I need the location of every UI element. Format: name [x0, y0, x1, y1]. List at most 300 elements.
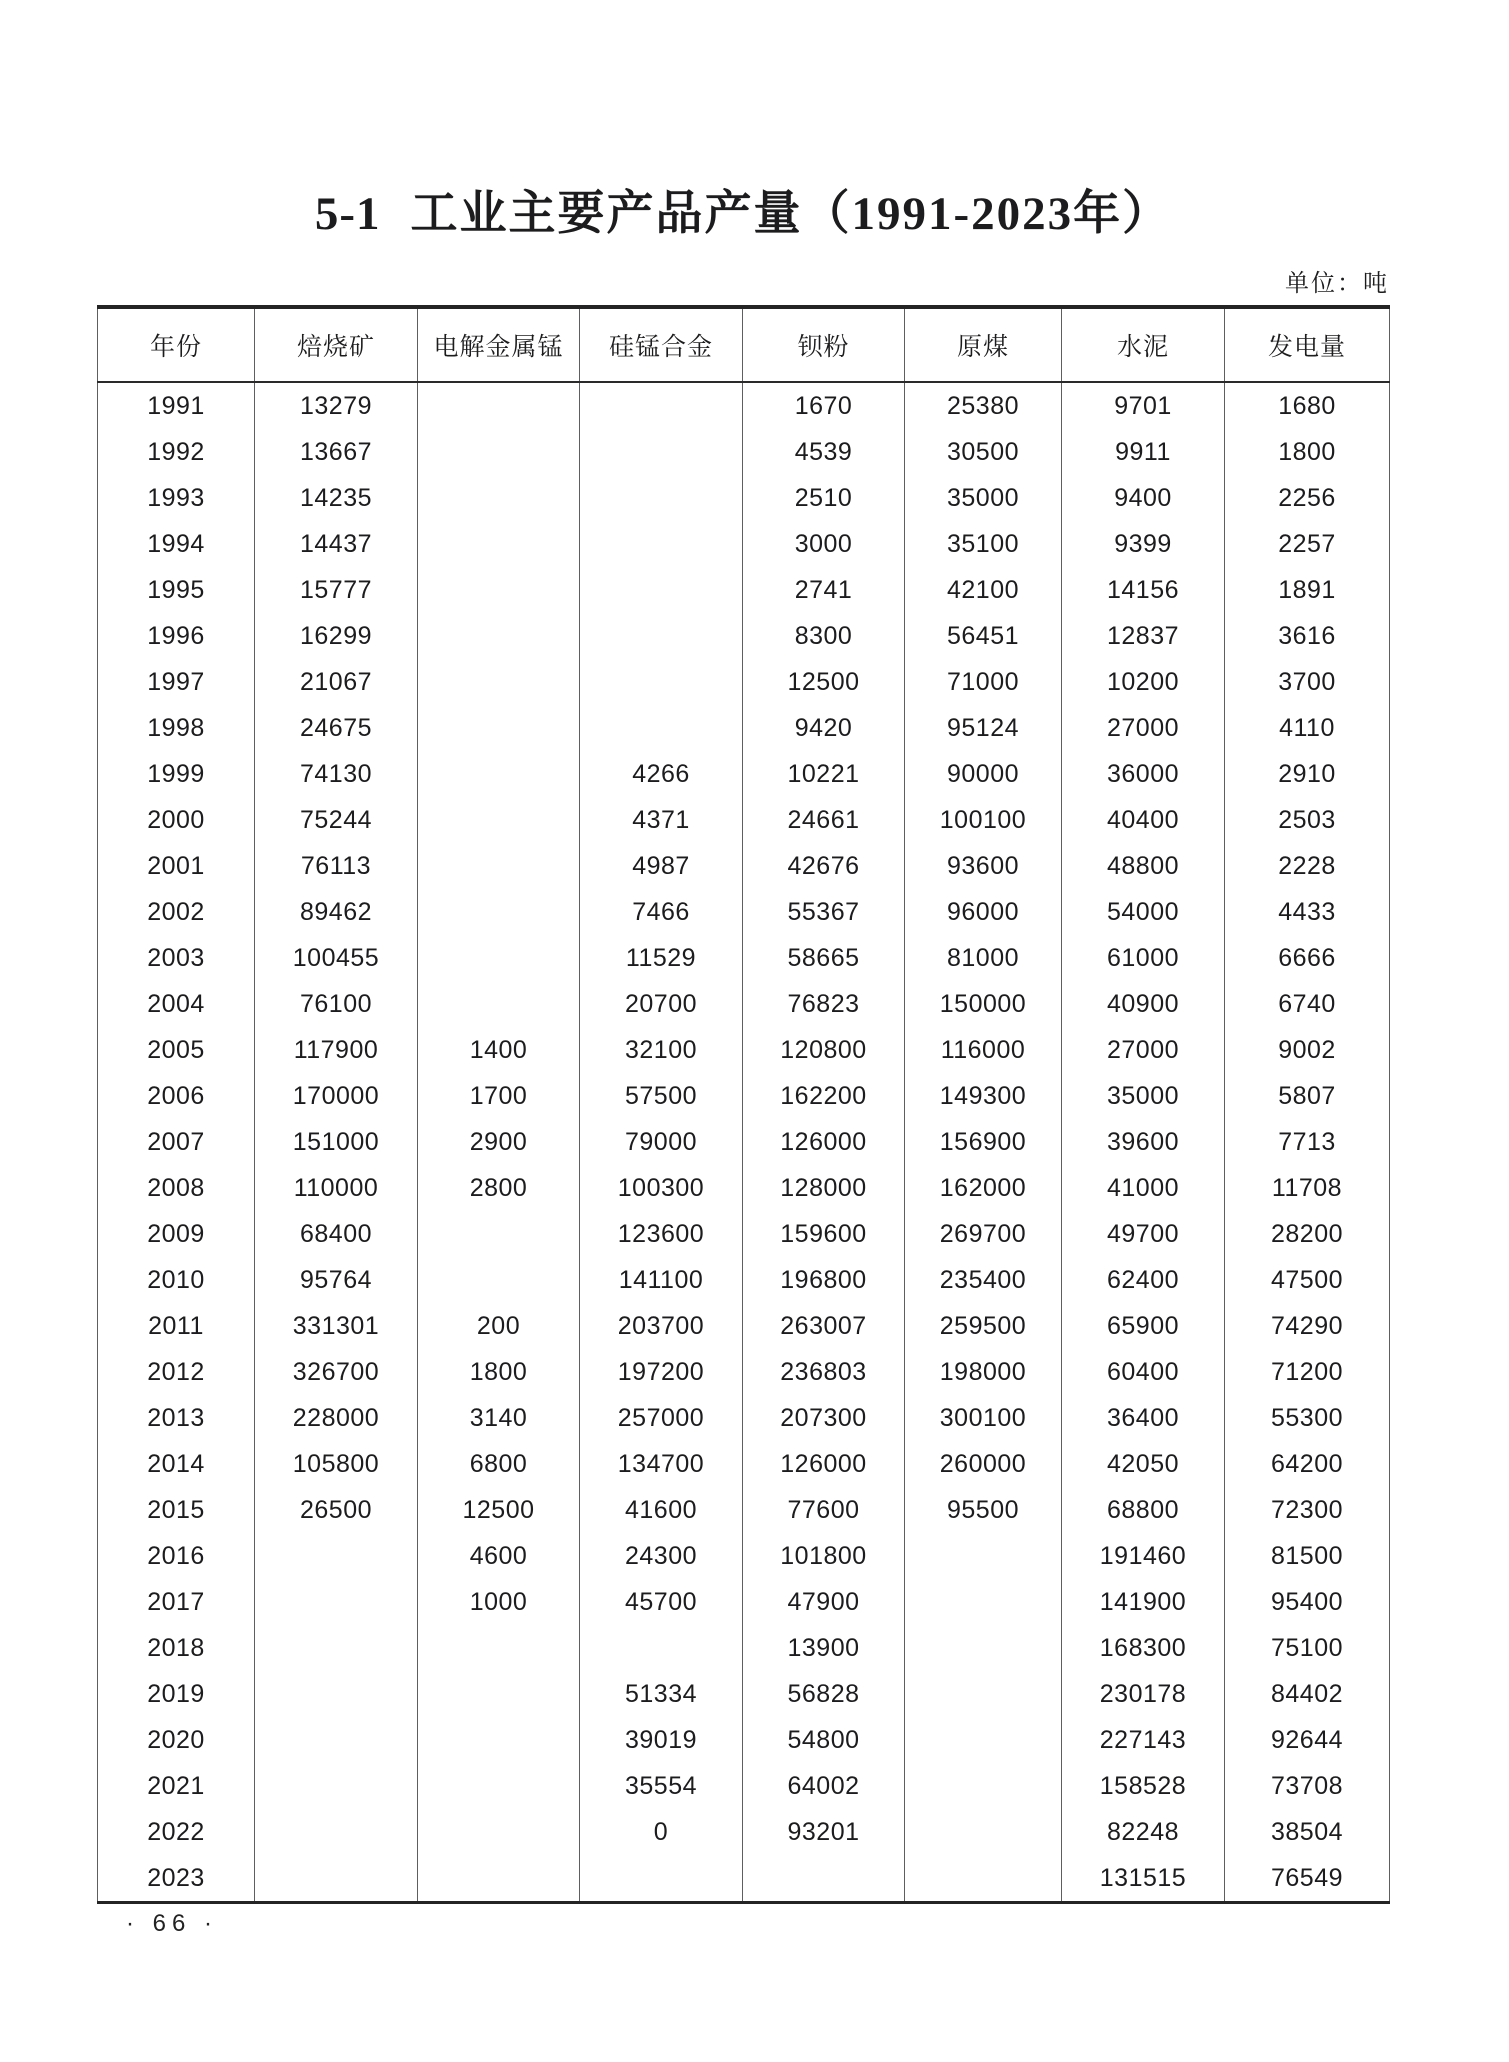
table-row [98, 1257, 1390, 1303]
table-number: 5-1 [314, 188, 381, 240]
year-cell: 1995 [98, 567, 255, 613]
value-cell: 40400 [1062, 797, 1225, 843]
year-cell: 1996 [98, 613, 255, 659]
value-cell [905, 1579, 1062, 1625]
value-cell: 25380 [905, 382, 1062, 429]
year-cell: 2014 [98, 1441, 255, 1487]
value-cell: 20700 [580, 981, 743, 1027]
value-cell: 45700 [580, 1579, 743, 1625]
value-cell [418, 1211, 580, 1257]
table-row [98, 1671, 1390, 1717]
value-cell: 48800 [1062, 843, 1225, 889]
value-cell: 1680 [1225, 382, 1390, 429]
value-cell [905, 1855, 1062, 1903]
value-cell: 4600 [418, 1533, 580, 1579]
year-cell: 1999 [98, 751, 255, 797]
value-cell: 3616 [1225, 613, 1390, 659]
value-cell: 30500 [905, 429, 1062, 475]
value-cell: 74130 [255, 751, 418, 797]
value-cell: 28200 [1225, 1211, 1390, 1257]
year-cell: 2010 [98, 1257, 255, 1303]
value-cell [418, 659, 580, 705]
year-cell: 2022 [98, 1809, 255, 1855]
value-cell: 40900 [1062, 981, 1225, 1027]
table-row [98, 521, 1390, 567]
value-cell [255, 1533, 418, 1579]
value-cell: 24675 [255, 705, 418, 751]
value-cell: 54800 [743, 1717, 905, 1763]
value-cell: 58665 [743, 935, 905, 981]
value-cell: 4371 [580, 797, 743, 843]
value-cell [255, 1717, 418, 1763]
column-header: 电解金属锰 [418, 307, 580, 382]
table-row [98, 751, 1390, 797]
table-row [98, 935, 1390, 981]
value-cell: 15777 [255, 567, 418, 613]
table-row [98, 1211, 1390, 1257]
year-cell: 2019 [98, 1671, 255, 1717]
value-cell: 81500 [1225, 1533, 1390, 1579]
table-header-row [98, 307, 1390, 382]
value-cell: 141900 [1062, 1579, 1225, 1625]
value-cell [905, 1533, 1062, 1579]
value-cell [580, 521, 743, 567]
value-cell: 259500 [905, 1303, 1062, 1349]
value-cell [418, 1671, 580, 1717]
year-cell: 2000 [98, 797, 255, 843]
value-cell: 35000 [1062, 1073, 1225, 1119]
value-cell: 9911 [1062, 429, 1225, 475]
value-cell: 131515 [1062, 1855, 1225, 1903]
value-cell: 2257 [1225, 521, 1390, 567]
value-cell: 81000 [905, 935, 1062, 981]
column-header: 发电量 [1225, 307, 1390, 382]
value-cell: 51334 [580, 1671, 743, 1717]
value-cell: 228000 [255, 1395, 418, 1441]
value-cell: 32100 [580, 1027, 743, 1073]
year-cell: 1992 [98, 429, 255, 475]
value-cell [743, 1855, 905, 1903]
value-cell: 162000 [905, 1165, 1062, 1211]
value-cell: 100455 [255, 935, 418, 981]
value-cell: 76100 [255, 981, 418, 1027]
value-cell: 65900 [1062, 1303, 1225, 1349]
value-cell: 159600 [743, 1211, 905, 1257]
value-cell: 110000 [255, 1165, 418, 1211]
value-cell [418, 1763, 580, 1809]
value-cell: 12500 [418, 1487, 580, 1533]
value-cell: 168300 [1062, 1625, 1225, 1671]
value-cell: 13900 [743, 1625, 905, 1671]
year-cell: 2021 [98, 1763, 255, 1809]
value-cell [255, 1625, 418, 1671]
table-row [98, 1303, 1390, 1349]
value-cell: 35000 [905, 475, 1062, 521]
value-cell: 9701 [1062, 382, 1225, 429]
table-row [98, 1395, 1390, 1441]
year-cell: 2020 [98, 1717, 255, 1763]
value-cell: 100300 [580, 1165, 743, 1211]
value-cell: 2510 [743, 475, 905, 521]
value-cell: 24300 [580, 1533, 743, 1579]
value-cell: 93201 [743, 1809, 905, 1855]
value-cell: 149300 [905, 1073, 1062, 1119]
value-cell: 36000 [1062, 751, 1225, 797]
value-cell: 12500 [743, 659, 905, 705]
year-cell: 2003 [98, 935, 255, 981]
table-row [98, 1717, 1390, 1763]
value-cell: 71200 [1225, 1349, 1390, 1395]
value-cell [418, 843, 580, 889]
value-cell: 35554 [580, 1763, 743, 1809]
value-cell: 105800 [255, 1441, 418, 1487]
value-cell [418, 521, 580, 567]
production-table [97, 305, 1390, 1904]
value-cell: 1800 [418, 1349, 580, 1395]
value-cell: 9399 [1062, 521, 1225, 567]
value-cell: 73708 [1225, 1763, 1390, 1809]
value-cell: 120800 [743, 1027, 905, 1073]
table-row [98, 1855, 1390, 1903]
value-cell [905, 1717, 1062, 1763]
title-text: 工业主要产品产量（1991-2023年） [410, 188, 1172, 240]
value-cell: 3000 [743, 521, 905, 567]
value-cell [418, 1625, 580, 1671]
value-cell: 24661 [743, 797, 905, 843]
value-cell: 9400 [1062, 475, 1225, 521]
value-cell: 21067 [255, 659, 418, 705]
table-row [98, 1625, 1390, 1671]
value-cell: 7713 [1225, 1119, 1390, 1165]
value-cell: 269700 [905, 1211, 1062, 1257]
value-cell: 57500 [580, 1073, 743, 1119]
value-cell [905, 1763, 1062, 1809]
value-cell: 76823 [743, 981, 905, 1027]
value-cell: 1800 [1225, 429, 1390, 475]
value-cell: 14437 [255, 521, 418, 567]
value-cell: 26500 [255, 1487, 418, 1533]
column-header: 焙烧矿 [255, 307, 418, 382]
value-cell: 55300 [1225, 1395, 1390, 1441]
value-cell [418, 475, 580, 521]
value-cell: 227143 [1062, 1717, 1225, 1763]
value-cell [580, 1625, 743, 1671]
value-cell: 331301 [255, 1303, 418, 1349]
value-cell [580, 567, 743, 613]
value-cell: 2256 [1225, 475, 1390, 521]
table-row [98, 475, 1390, 521]
value-cell: 158528 [1062, 1763, 1225, 1809]
year-cell: 2013 [98, 1395, 255, 1441]
value-cell: 77600 [743, 1487, 905, 1533]
year-cell: 2005 [98, 1027, 255, 1073]
year-cell: 2009 [98, 1211, 255, 1257]
page-title [97, 176, 1389, 243]
value-cell: 92644 [1225, 1717, 1390, 1763]
value-cell: 27000 [1062, 1027, 1225, 1073]
value-cell: 54000 [1062, 889, 1225, 935]
year-cell: 2016 [98, 1533, 255, 1579]
table-row [98, 1027, 1390, 1073]
table-row [98, 1073, 1390, 1119]
value-cell: 207300 [743, 1395, 905, 1441]
value-cell: 38504 [1225, 1809, 1390, 1855]
table-row [98, 1533, 1390, 1579]
value-cell [418, 382, 580, 429]
value-cell: 196800 [743, 1257, 905, 1303]
value-cell: 39019 [580, 1717, 743, 1763]
page-number: · 66 · [126, 1910, 219, 1937]
year-cell: 2006 [98, 1073, 255, 1119]
value-cell: 263007 [743, 1303, 905, 1349]
value-cell: 42676 [743, 843, 905, 889]
value-cell [255, 1809, 418, 1855]
value-cell: 79000 [580, 1119, 743, 1165]
year-cell: 2002 [98, 889, 255, 935]
value-cell [580, 613, 743, 659]
value-cell [418, 567, 580, 613]
value-cell: 75244 [255, 797, 418, 843]
value-cell [418, 751, 580, 797]
value-cell: 75100 [1225, 1625, 1390, 1671]
value-cell: 95500 [905, 1487, 1062, 1533]
value-cell [418, 1257, 580, 1303]
value-cell: 76113 [255, 843, 418, 889]
table-row [98, 613, 1390, 659]
value-cell [905, 1625, 1062, 1671]
table-row [98, 1441, 1390, 1487]
table-row [98, 889, 1390, 935]
value-cell: 4987 [580, 843, 743, 889]
value-cell: 100100 [905, 797, 1062, 843]
value-cell: 2910 [1225, 751, 1390, 797]
value-cell: 156900 [905, 1119, 1062, 1165]
value-cell: 2228 [1225, 843, 1390, 889]
value-cell: 4110 [1225, 705, 1390, 751]
year-cell: 1991 [98, 382, 255, 429]
value-cell: 93600 [905, 843, 1062, 889]
value-cell [580, 475, 743, 521]
table-row [98, 843, 1390, 889]
value-cell: 82248 [1062, 1809, 1225, 1855]
value-cell [905, 1671, 1062, 1717]
value-cell: 1670 [743, 382, 905, 429]
value-cell: 12837 [1062, 613, 1225, 659]
value-cell: 7466 [580, 889, 743, 935]
column-header: 水泥 [1062, 307, 1225, 382]
value-cell: 150000 [905, 981, 1062, 1027]
value-cell: 2741 [743, 567, 905, 613]
value-cell: 74290 [1225, 1303, 1390, 1349]
value-cell: 1000 [418, 1579, 580, 1625]
value-cell: 61000 [1062, 935, 1225, 981]
value-cell: 4539 [743, 429, 905, 475]
year-cell: 2017 [98, 1579, 255, 1625]
table-row [98, 659, 1390, 705]
value-cell: 72300 [1225, 1487, 1390, 1533]
value-cell: 230178 [1062, 1671, 1225, 1717]
value-cell: 123600 [580, 1211, 743, 1257]
value-cell: 95400 [1225, 1579, 1390, 1625]
value-cell [255, 1763, 418, 1809]
value-cell: 101800 [743, 1533, 905, 1579]
value-cell: 2800 [418, 1165, 580, 1211]
value-cell: 141100 [580, 1257, 743, 1303]
table-row [98, 1809, 1390, 1855]
value-cell: 2503 [1225, 797, 1390, 843]
table-row [98, 1349, 1390, 1395]
table-row [98, 981, 1390, 1027]
value-cell: 42100 [905, 567, 1062, 613]
value-cell: 9420 [743, 705, 905, 751]
value-cell: 11708 [1225, 1165, 1390, 1211]
value-cell: 257000 [580, 1395, 743, 1441]
value-cell: 134700 [580, 1441, 743, 1487]
value-cell: 4433 [1225, 889, 1390, 935]
value-cell: 60400 [1062, 1349, 1225, 1395]
value-cell [418, 613, 580, 659]
value-cell: 49700 [1062, 1211, 1225, 1257]
value-cell: 56451 [905, 613, 1062, 659]
value-cell: 64200 [1225, 1441, 1390, 1487]
value-cell: 27000 [1062, 705, 1225, 751]
value-cell: 203700 [580, 1303, 743, 1349]
value-cell: 62400 [1062, 1257, 1225, 1303]
value-cell: 128000 [743, 1165, 905, 1211]
table-row [98, 1165, 1390, 1211]
value-cell: 197200 [580, 1349, 743, 1395]
value-cell: 10221 [743, 751, 905, 797]
value-cell: 3700 [1225, 659, 1390, 705]
value-cell: 56828 [743, 1671, 905, 1717]
table-row [98, 567, 1390, 613]
value-cell [418, 429, 580, 475]
value-cell: 95764 [255, 1257, 418, 1303]
value-cell: 96000 [905, 889, 1062, 935]
value-cell [418, 705, 580, 751]
table-row [98, 1763, 1390, 1809]
value-cell: 35100 [905, 521, 1062, 567]
value-cell: 1700 [418, 1073, 580, 1119]
value-cell: 47500 [1225, 1257, 1390, 1303]
value-cell: 116000 [905, 1027, 1062, 1073]
value-cell: 6740 [1225, 981, 1390, 1027]
value-cell: 84402 [1225, 1671, 1390, 1717]
table-row [98, 1579, 1390, 1625]
value-cell [418, 889, 580, 935]
year-cell: 2023 [98, 1855, 255, 1903]
value-cell: 16299 [255, 613, 418, 659]
value-cell: 4266 [580, 751, 743, 797]
value-cell: 13667 [255, 429, 418, 475]
value-cell [255, 1579, 418, 1625]
value-cell: 10200 [1062, 659, 1225, 705]
value-cell: 1400 [418, 1027, 580, 1073]
value-cell: 47900 [743, 1579, 905, 1625]
value-cell [905, 1809, 1062, 1855]
table-row [98, 1119, 1390, 1165]
value-cell [580, 659, 743, 705]
value-cell: 68400 [255, 1211, 418, 1257]
value-cell: 326700 [255, 1349, 418, 1395]
value-cell [418, 1717, 580, 1763]
column-header: 年份 [98, 307, 255, 382]
value-cell: 76549 [1225, 1855, 1390, 1903]
value-cell: 200 [418, 1303, 580, 1349]
value-cell [418, 981, 580, 1027]
value-cell: 170000 [255, 1073, 418, 1119]
value-cell: 11529 [580, 935, 743, 981]
year-cell: 2008 [98, 1165, 255, 1211]
value-cell: 42050 [1062, 1441, 1225, 1487]
value-cell: 9002 [1225, 1027, 1390, 1073]
value-cell: 90000 [905, 751, 1062, 797]
year-cell: 2018 [98, 1625, 255, 1671]
value-cell: 162200 [743, 1073, 905, 1119]
year-cell: 1998 [98, 705, 255, 751]
value-cell: 89462 [255, 889, 418, 935]
value-cell: 36400 [1062, 1395, 1225, 1441]
table-row [98, 1487, 1390, 1533]
year-cell: 2012 [98, 1349, 255, 1395]
value-cell: 64002 [743, 1763, 905, 1809]
value-cell: 14156 [1062, 567, 1225, 613]
value-cell: 39600 [1062, 1119, 1225, 1165]
value-cell: 235400 [905, 1257, 1062, 1303]
value-cell [418, 1809, 580, 1855]
value-cell: 3140 [418, 1395, 580, 1441]
value-cell: 41600 [580, 1487, 743, 1533]
column-header: 硅锰合金 [580, 307, 743, 382]
value-cell: 1891 [1225, 567, 1390, 613]
value-cell: 6800 [418, 1441, 580, 1487]
table-row [98, 429, 1390, 475]
year-cell: 1993 [98, 475, 255, 521]
value-cell: 126000 [743, 1119, 905, 1165]
value-cell: 191460 [1062, 1533, 1225, 1579]
value-cell [580, 1855, 743, 1903]
value-cell [255, 1671, 418, 1717]
value-cell [580, 382, 743, 429]
column-header: 原煤 [905, 307, 1062, 382]
value-cell: 300100 [905, 1395, 1062, 1441]
value-cell: 260000 [905, 1441, 1062, 1487]
value-cell: 8300 [743, 613, 905, 659]
value-cell [255, 1855, 418, 1903]
value-cell: 0 [580, 1809, 743, 1855]
year-cell: 2015 [98, 1487, 255, 1533]
value-cell: 2900 [418, 1119, 580, 1165]
value-cell: 55367 [743, 889, 905, 935]
value-cell: 126000 [743, 1441, 905, 1487]
value-cell [418, 935, 580, 981]
value-cell: 95124 [905, 705, 1062, 751]
year-cell: 1997 [98, 659, 255, 705]
year-cell: 2007 [98, 1119, 255, 1165]
value-cell: 198000 [905, 1349, 1062, 1395]
column-header: 钡粉 [743, 307, 905, 382]
value-cell: 68800 [1062, 1487, 1225, 1533]
value-cell: 14235 [255, 475, 418, 521]
value-cell: 5807 [1225, 1073, 1390, 1119]
value-cell: 41000 [1062, 1165, 1225, 1211]
value-cell [580, 429, 743, 475]
year-cell: 2011 [98, 1303, 255, 1349]
value-cell [418, 797, 580, 843]
year-cell: 1994 [98, 521, 255, 567]
value-cell: 71000 [905, 659, 1062, 705]
value-cell: 13279 [255, 382, 418, 429]
